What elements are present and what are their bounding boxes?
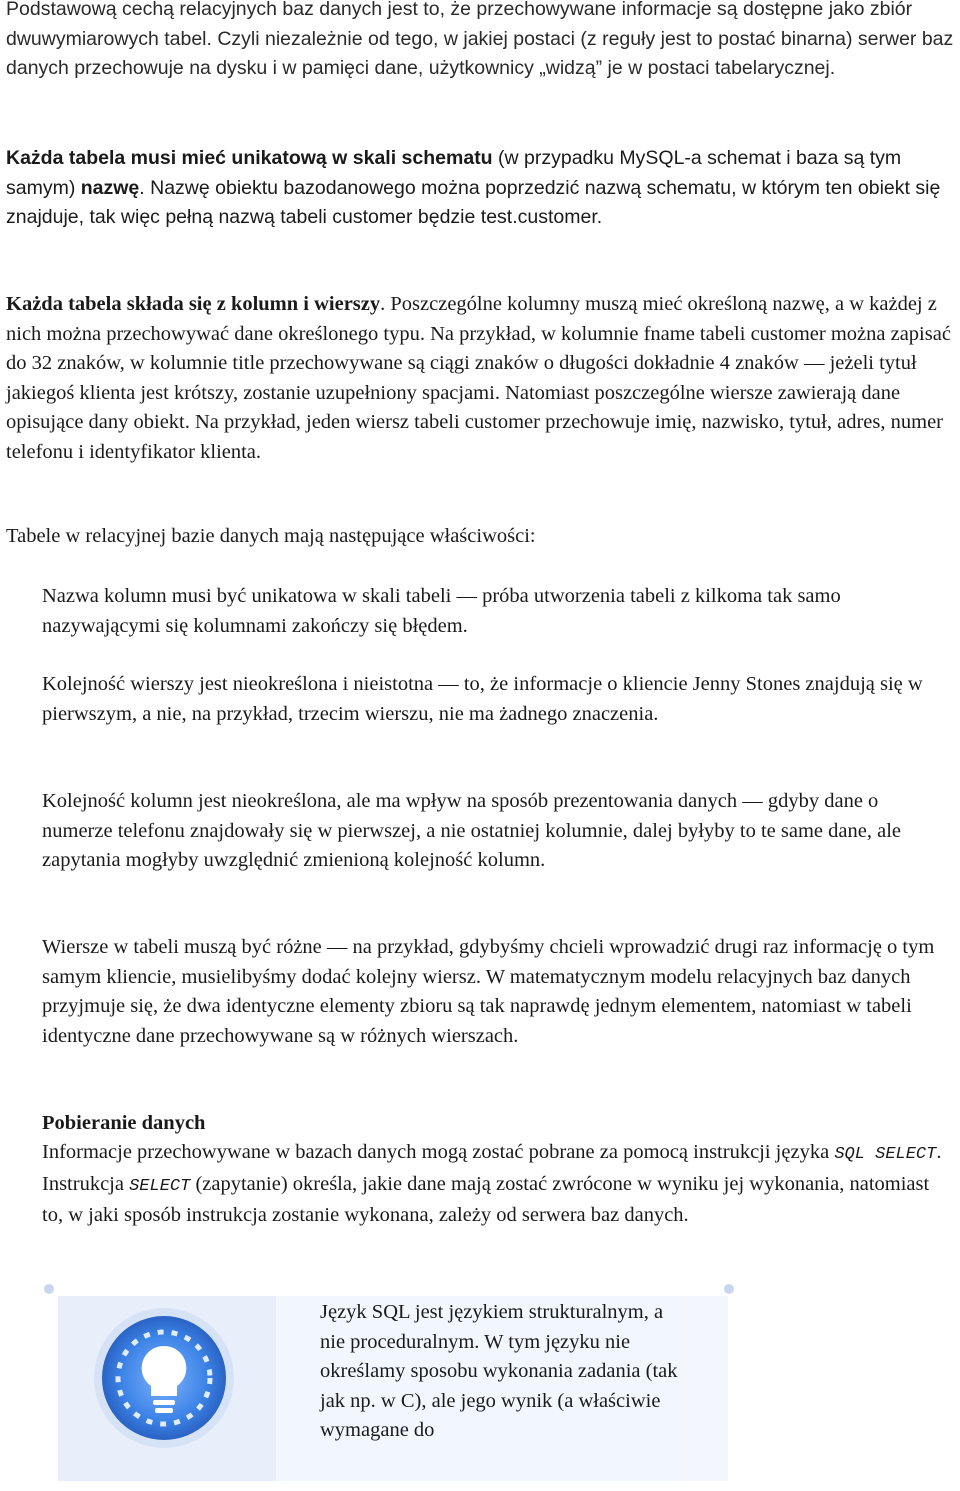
lightbulb-icon: [58, 1296, 276, 1481]
columns-rows-bold: Każda tabela składa się z kolumn i wierszy: [6, 293, 381, 315]
intro-paragraph: Podstawową cechą relacyjnych baz danych jest to, że przechowywane informacje są dostępne jako zbiór dwuwymiarowych tabel. Czyli niezależnie od tego, w jakiej postaci (z reguły jest to postać binarna) serwer baz danych przechowuje na dysku i w pamięci dane, użytkownicy „widzą” je w postaci tabelarycznej.: [6, 0, 954, 79]
tip-text: Język SQL jest językiem strukturalnym, a nie proceduralnym. W tym języku nie określamy sposobu wykonania zadania (tak jak np. w C), ale jego wynik (a właściwie wymagane do: [320, 1301, 678, 1441]
select-paragraph: Informacje przechowywane w bazach danych mogą zostać pobrane za pomocą instrukcji języka SQL SELECT. Instrukcja SELECT (zapytanie) określa, jakie dane mają zostać zwrócone w wyniku jej wykonania, natomiast to, w jaki sposób instrukcja zostanie wykonana, zależy od serwera baz danych.: [42, 1141, 942, 1226]
code-sql-select: SQL SELECT: [834, 1145, 937, 1164]
tip-icon-area: [58, 1296, 276, 1481]
schema-text-2: . Nazwę obiektu bazodanowego można poprzedzić nazwą schematu, w którym ten obiekt się znajduje, tak więc pełną nazwą tabeli customer będzie test.customer.: [6, 176, 941, 228]
schema-paragraph: [6, 144, 954, 233]
property-unique-columns: Nazwa kolumn musi być unikatowa w skali tabeli — próba utworzenia tabeli z kilkoma tak samo nazywającymi się kolumnami zakończy się błędem.: [42, 585, 841, 637]
property-unique-rows: Wiersze w tabeli muszą być różne — na przykład, gdybyśmy chcieli wprowadzić drugi raz informację o tym samym kliencie, musielibyśmy dodać kolejny wiersz. W matematycznym modelu relacyjnych baz danych przyjmuje się, że dwa identyczne elementy zbioru są tak naprawdę jednym elementem, natomiast w tabeli identyczne dane przechowywane są w różnych wierszach.: [42, 936, 935, 1047]
schema-text-1: (w przypadku MySQL-a schemat i baza są tym samym): [6, 147, 902, 199]
tip-corner-right: [724, 1284, 734, 1294]
schema-bold-2: nazwę: [80, 176, 140, 199]
tip-corner-left: [44, 1284, 54, 1294]
code-select: SELECT: [129, 1176, 191, 1196]
property-row-order: Kolejność wierszy jest nieokreślona i nieistotna — to, że informacje o kliencie Jenny Stones znajdują się w pierwszym, a nie, na przykład, trzecim wierszu, nie ma żadnego znaczenia.: [42, 673, 923, 725]
section-heading: Pobieranie danych: [42, 1112, 206, 1134]
properties-intro: Tabele w relacyjnej bazie danych mają następujące właściwości:: [6, 525, 536, 547]
columns-rows-text: . Poszczególne kolumny muszą mieć określoną nazwę, a w każdej z nich można przechowywać dane określonego typu. Na przykład, w kolumnie fname tabeli customer można zapisać do 32 znaków, w kolumnie title przechowywane są ciągi znaków o długości dokładnie 4 znaków — jeżeli tytuł jakiegoś klienta jest krótszy, zostanie uzupełniony spacjami. Natomiast poszczególne wiersze zawierają dane opisujące dany obiekt. Na przykład, jeden wiersz tabeli customer przechowuje imię, nazwisko, tytuł, adres, numer telefonu i identyfikator klienta.: [6, 293, 951, 463]
property-column-order: Kolejność kolumn jest nieokreślona, ale ma wpływ na sposób prezentowania danych — gdyby dane o numerze telefonu znajdowały się w pierwszej, a nie ostatniej kolumnie, dalej byłyby to te same dane, ale zapytania mogłyby uwzględnić zmienioną kolejność kolumn.: [42, 790, 901, 871]
schema-bold-1: Każda tabela musi mieć unikatową w skali schematu: [6, 147, 493, 169]
columns-rows-paragraph: [6, 290, 956, 467]
